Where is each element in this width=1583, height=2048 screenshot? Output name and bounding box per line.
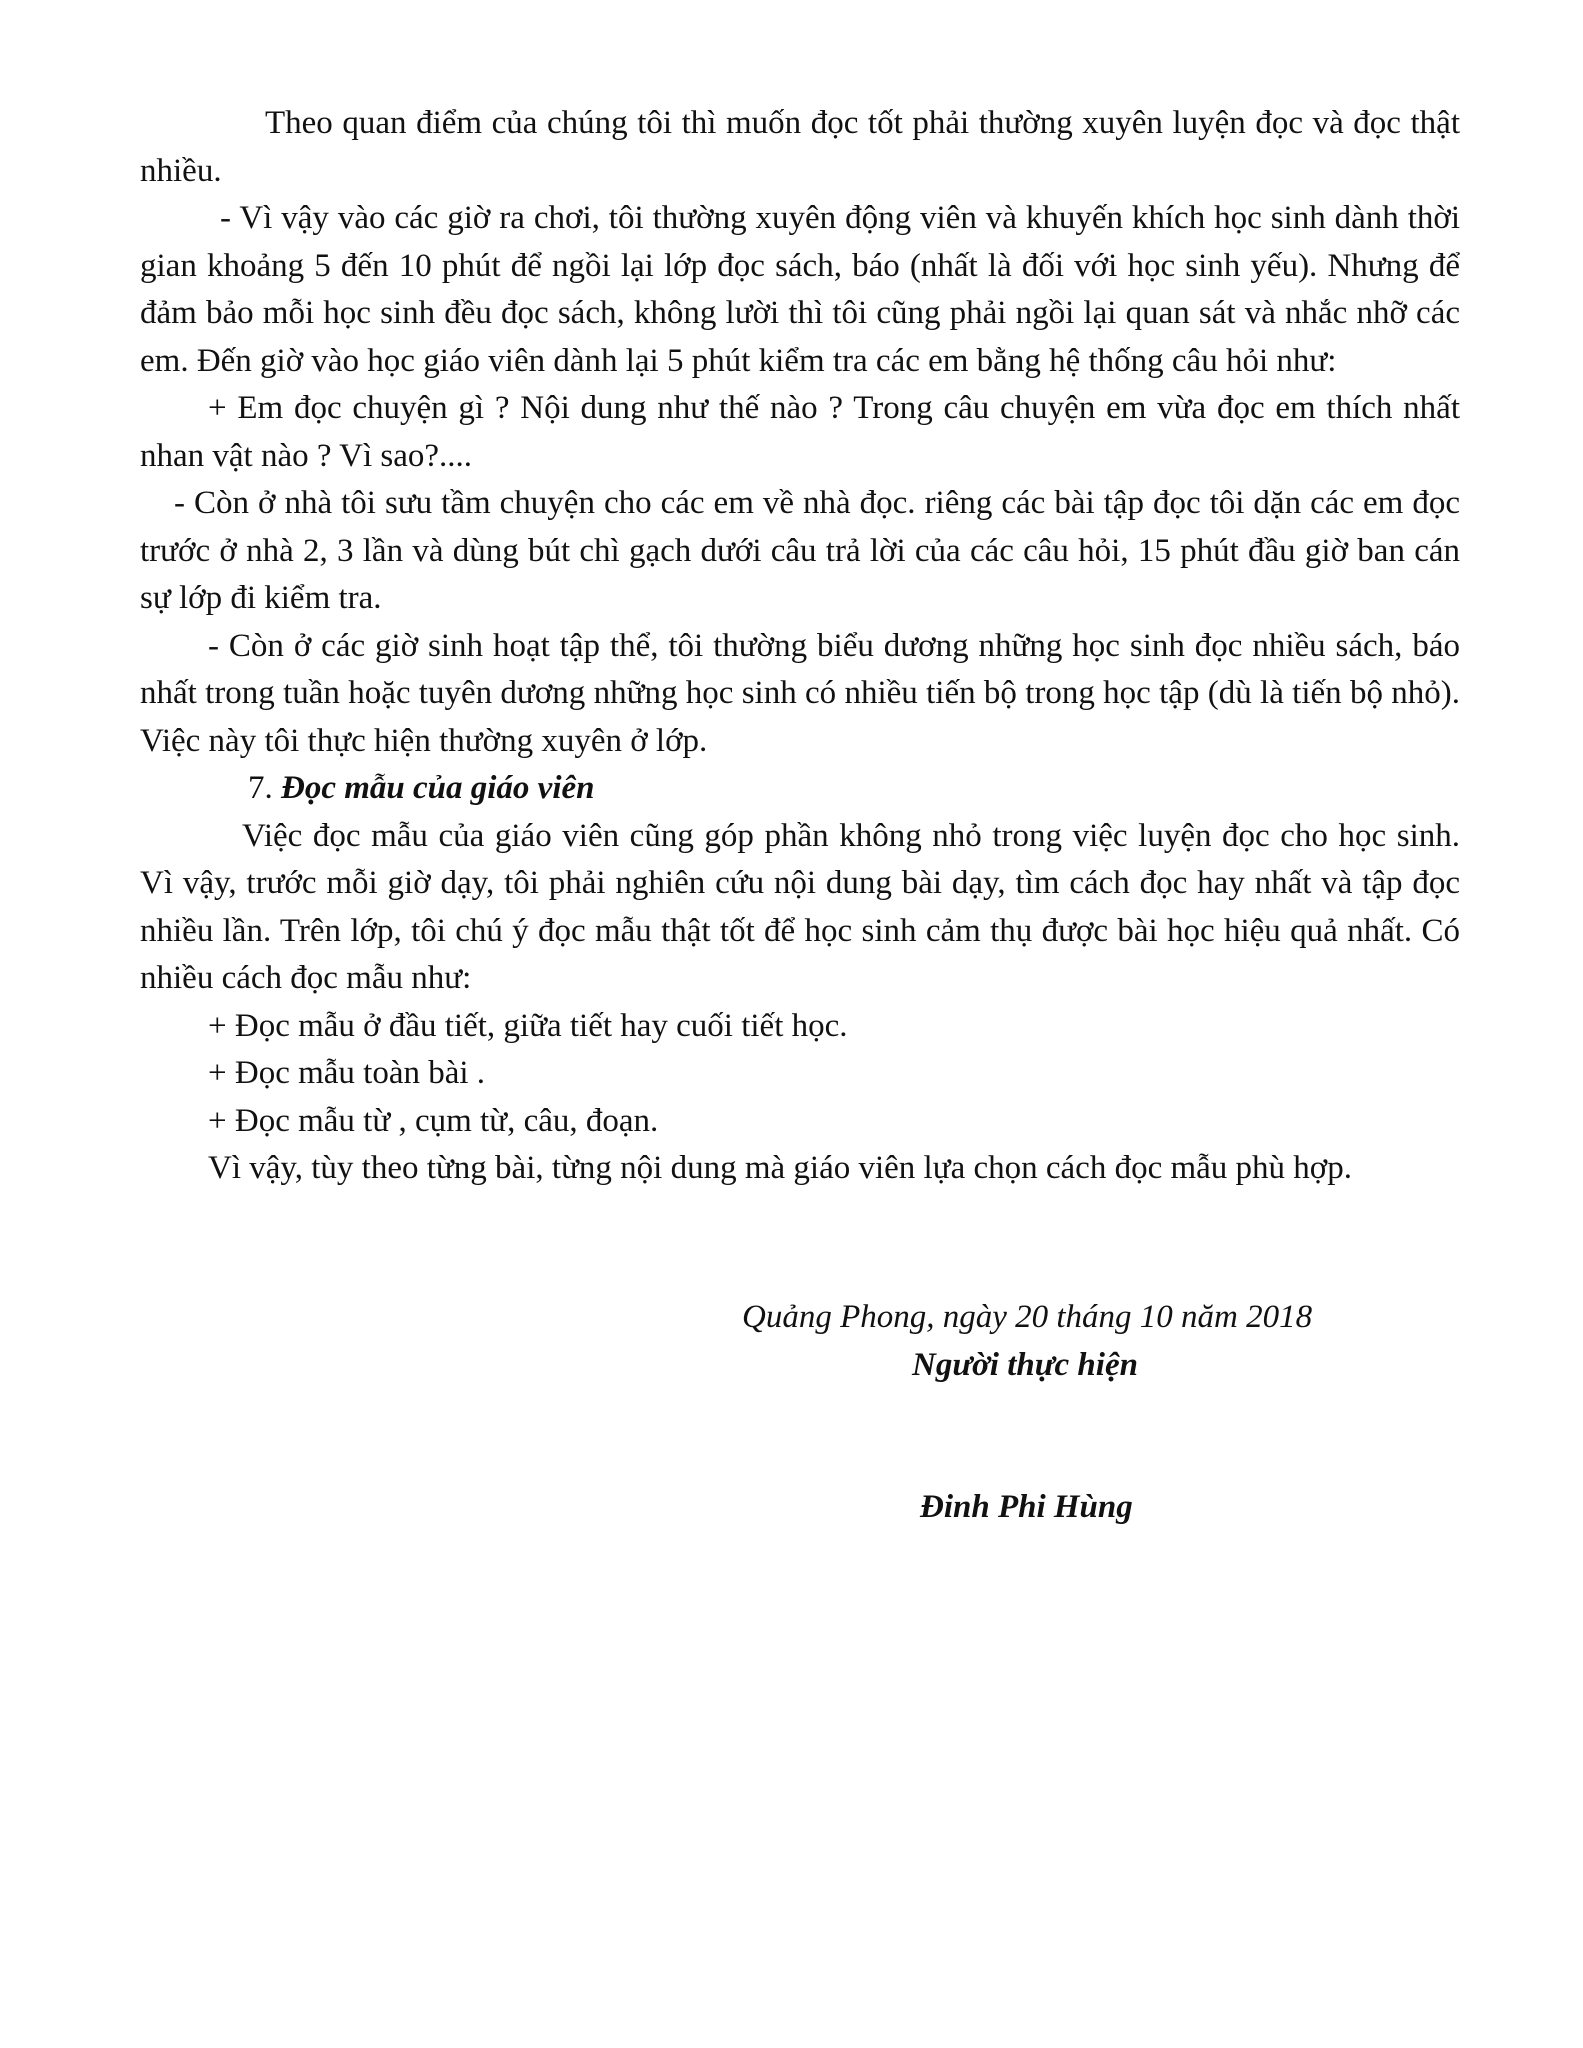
section-heading <box>140 765 1460 813</box>
paragraph-3: + Em đọc chuyện gì ? Nội dung như thế nào ? Trong câu chuyện em vừa đọc em thích nhất nhan vật nào ? Vì sao?.... <box>140 390 1460 474</box>
signer-title: Người thực hiện <box>912 1347 1138 1383</box>
section-number: 7. <box>248 770 273 806</box>
signer-name: Đinh Phi Hùng <box>920 1489 1133 1525</box>
paragraph-2: - Vì vậy vào các giờ ra chơi, tôi thường xuyên động viên và khuyến khích học sinh dành thời gian khoảng 5 đến 10 phút để ngồi lại lớp đọc sách, báo (nhất là đối với học sinh yếu). Nhưng để đảm bảo mỗi học sinh đều đọc sách, không lười thì tôi cũng phải ngồi lại quan sát và nhắc nhỡ các em. Đến giờ vào học giáo viên dành lại 5 phút kiểm tra các em bằng hệ thống câu hỏi như: <box>140 200 1460 379</box>
list-item-1: + Đọc mẫu ở đầu tiết, giữa tiết hay cuối tiết học. <box>208 1007 848 1044</box>
paragraph-7: Vì vậy, tùy theo từng bài, từng nội dung mà giáo viên lựa chọn cách đọc mẫu phù hợp. <box>208 1150 1352 1186</box>
paragraph-1: Theo quan điểm của chúng tôi thì muốn đọc tốt phải thường xuyên luyện đọc và đọc thật nhiều. <box>140 105 1460 189</box>
list-item-2: + Đọc mẫu toàn bài . <box>208 1055 486 1091</box>
paragraph-4: - Còn ở nhà tôi sưu tầm chuyện cho các em về nhà đọc. riêng các bài tập đọc tôi dặn các em đọc trước ở nhà 2, 3 lần và dùng bút chì gạch dưới câu trả lời của các câu hỏi, 15 phút đầu giờ ban cán sự lớp đi kiểm tra. <box>140 485 1460 616</box>
body-text <box>140 100 1460 1193</box>
place-date: Quảng Phong, ngày 20 tháng 10 năm 2018 <box>742 1299 1313 1335</box>
paragraph-6: Việc đọc mẫu của giáo viên cũng góp phần không nhỏ trong việc luyện đọc cho học sinh. Vì vậy, trước mỗi giờ dạy, tôi phải nghiên cứu nội dung bài dạy, tìm cách đọc hay nhất và tập đọc nhiều lần. Trên lớp, tôi chú ý đọc mẫu thật tốt để học sinh cảm thụ được bài học hiệu quả nhất. Có nhiều cách đọc mẫu như: <box>140 817 1460 996</box>
paragraph-5: - Còn ở các giờ sinh hoạt tập thể, tôi thường biểu dương những học sinh đọc nhiều sách, báo nhất trong tuần hoặc tuyên dương những học sinh có nhiều tiến bộ trong học tập (dù là tiến bộ nhỏ). Việc này tôi thực hiện thường xuyên ở lớp. <box>140 627 1460 759</box>
section-title: Đọc mẫu của giáo viên <box>281 770 595 806</box>
list-item-3: + Đọc mẫu từ , cụm từ, câu, đoạn. <box>208 1102 659 1139</box>
